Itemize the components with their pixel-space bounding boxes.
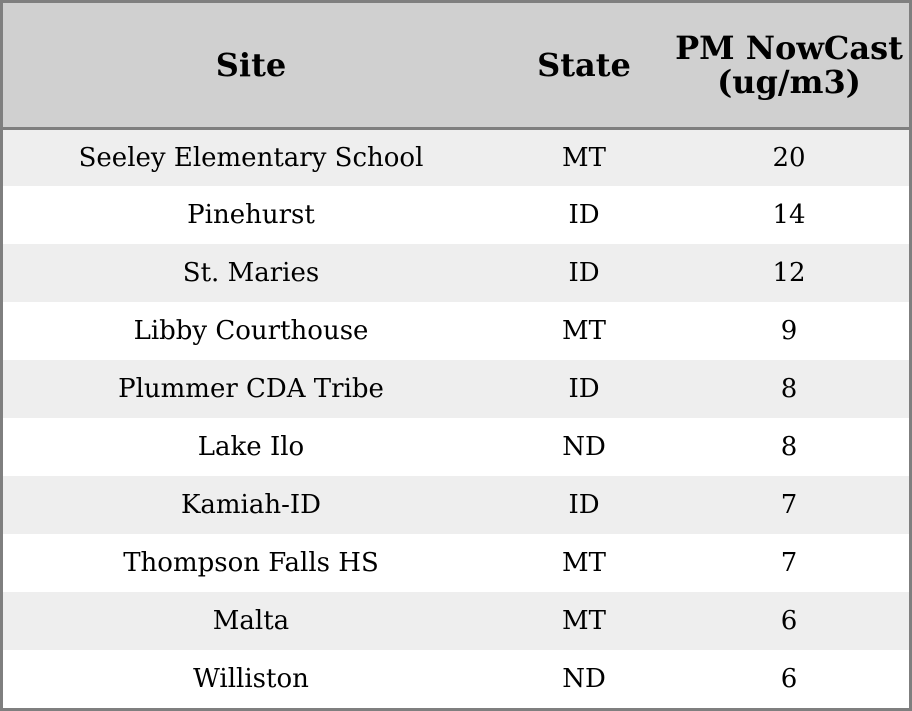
cell-pm-value: 14 (772, 200, 806, 230)
cell-pm-value: 8 (780, 432, 798, 462)
cell-site: Kamiah-ID (180, 490, 322, 520)
pm-nowcast-table (3, 3, 909, 708)
cell-site: Libby Courthouse (133, 316, 369, 346)
cell-pm-value: 7 (780, 548, 798, 578)
cell-pm-value: 7 (780, 490, 798, 520)
cell-site: Lake Ilo (197, 432, 305, 462)
cell-state: ID (568, 200, 600, 230)
column-header-state: State (499, 3, 669, 128)
table-row (3, 476, 909, 534)
table-row (3, 128, 909, 186)
cell-state: ND (562, 432, 606, 462)
cell-pm-value: 20 (772, 142, 806, 173)
column-header-site: Site (3, 3, 499, 128)
cell-state: MT (562, 142, 606, 173)
table-row (3, 592, 909, 650)
table-row (3, 534, 909, 592)
cell-site: Williston (193, 664, 309, 694)
cell-state: ND (562, 664, 606, 694)
cell-state: MT (562, 548, 606, 578)
cell-pm-value: 6 (780, 606, 798, 636)
table-row (3, 302, 909, 360)
cell-site: Thompson Falls HS (123, 548, 379, 578)
cell-state: ID (568, 490, 600, 520)
cell-pm-value: 6 (780, 664, 798, 694)
cell-state: ID (568, 258, 600, 288)
cell-site: St. Maries (182, 258, 320, 288)
table-row (3, 418, 909, 476)
table-row (3, 186, 909, 244)
cell-site: Pinehurst (187, 200, 315, 230)
cell-pm-value: 8 (780, 374, 798, 404)
cell-site: Seeley Elementary School (78, 142, 424, 173)
cell-site: Malta (212, 606, 290, 636)
table-row (3, 360, 909, 418)
cell-state: ID (568, 374, 600, 404)
table-row (3, 650, 909, 708)
column-header-pm-nowcast: PM NowCast (ug/m3) (669, 3, 909, 128)
header-row (3, 3, 909, 128)
cell-state: MT (562, 606, 606, 636)
cell-pm-value: 9 (780, 316, 798, 346)
cell-site: Plummer CDA Tribe (118, 374, 384, 404)
cell-state: MT (562, 316, 606, 346)
cell-pm-value: 12 (772, 258, 806, 288)
table-row (3, 244, 909, 302)
